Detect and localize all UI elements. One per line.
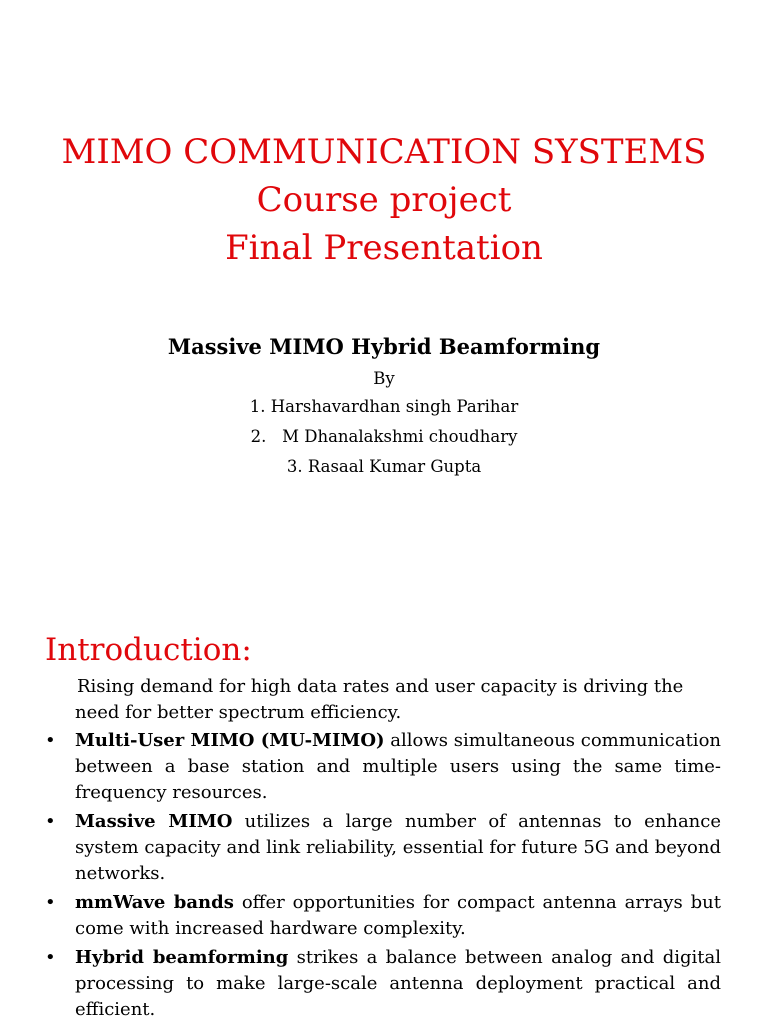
bullet-icon: • — [45, 947, 56, 968]
bullet-item-hybrid-beamforming — [45, 945, 721, 1023]
bullet-icon: • — [45, 811, 56, 832]
bullet-list — [0, 728, 768, 1026]
project-subtitle: Massive MIMO Hybrid Beamforming — [167, 334, 601, 359]
author-1: 1. Harshavardhan singh Parihar — [249, 397, 519, 416]
introduction-heading: Introduction: — [45, 632, 252, 668]
bullet-item-massive-mimo — [45, 809, 721, 887]
bullet-term: Massive MIMO — [75, 811, 233, 832]
bullet-item-mu-mimo — [45, 728, 721, 806]
bullet-description: allows simultaneous communication between a base station and multiple users using the same time-frequency resources. — [75, 730, 721, 803]
by-label: By — [373, 369, 395, 388]
author-block — [0, 366, 768, 482]
bullet-icon: • — [45, 892, 56, 913]
bullet-description: offer opportunities for compact antenna arrays but come with increased hardware complexity. — [75, 892, 721, 939]
slide-title — [0, 128, 768, 272]
author-2: 2. M Dhanalakshmi choudhary — [250, 427, 518, 446]
introduction-paragraph: Rising demand for high data rates and user capacity is driving the need for better spectrum efficiency. — [75, 676, 684, 723]
bullet-term: Multi-User MIMO (MU-MIMO) — [75, 730, 385, 751]
bullet-description: strikes a balance between analog and digital processing to make large-scale antenna deployment practical and efficient. — [75, 947, 721, 1020]
bullet-description: utilizes a large number of antennas to enhance system capacity and link reliability, essential for future 5G and beyond networks. — [75, 811, 721, 884]
bullet-term: mmWave bands — [75, 892, 234, 913]
title-line-presentation: Final Presentation — [225, 228, 543, 268]
title-line-project: Course project — [256, 180, 512, 220]
bullet-item-mmwave — [45, 890, 721, 942]
bullet-icon: • — [45, 730, 56, 751]
bullet-term: Hybrid beamforming — [75, 947, 289, 968]
author-3: 3. Rasaal Kumar Gupta — [286, 457, 482, 476]
introduction-slide — [0, 600, 768, 1024]
title-line-course: MIMO COMMUNICATION SYSTEMS — [61, 132, 707, 172]
